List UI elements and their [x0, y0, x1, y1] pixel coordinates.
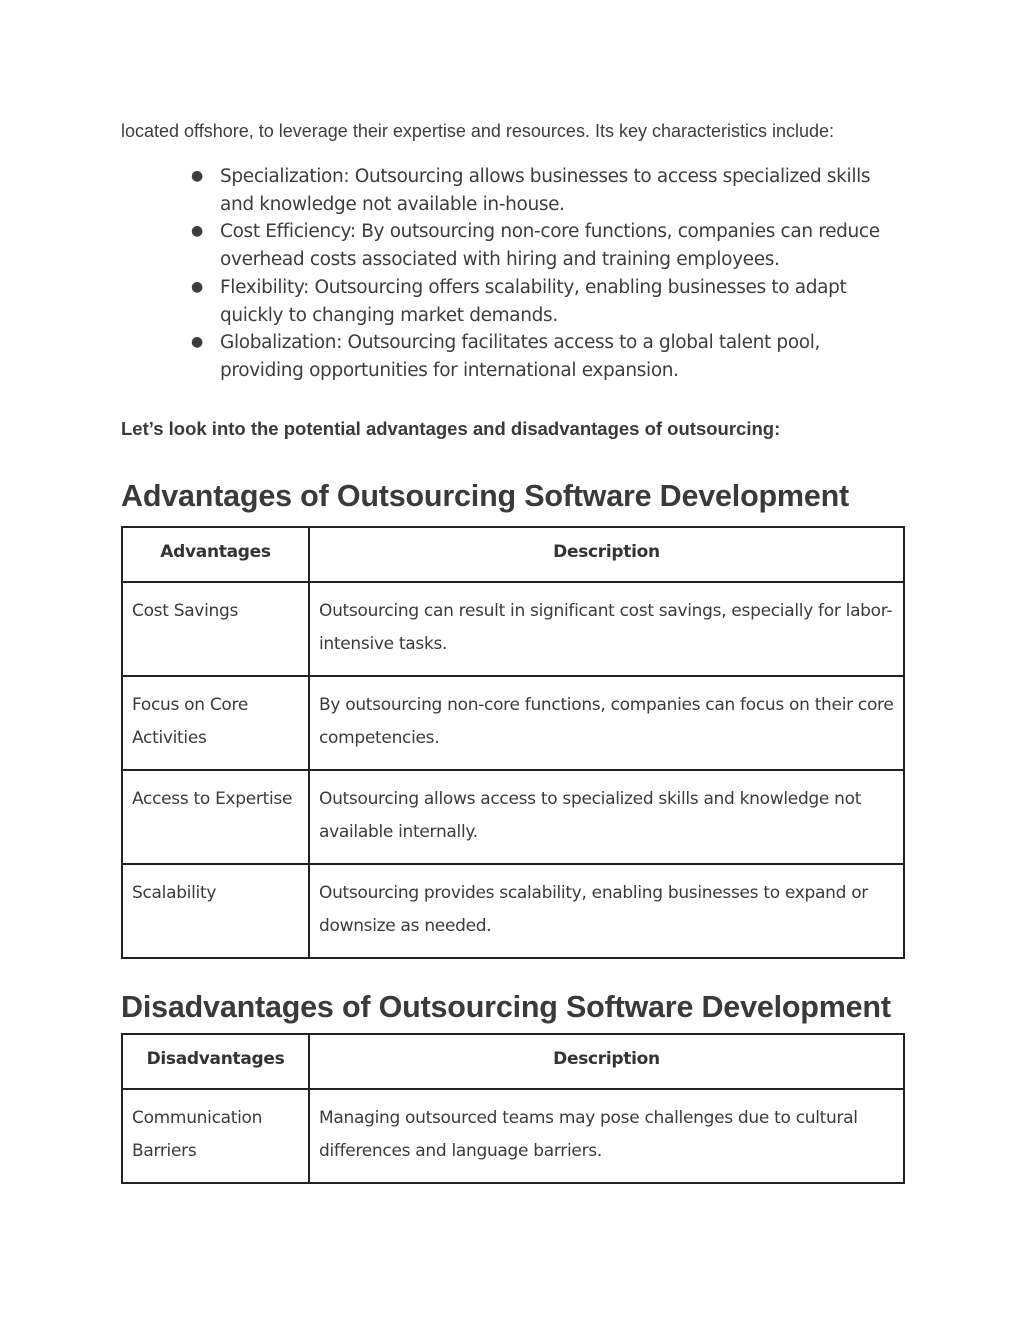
list-item — [191, 218, 905, 273]
table-cell: Communication Barriers — [122, 1089, 309, 1183]
bullet-icon: ● — [191, 168, 203, 184]
table-cell: Access to Expertise — [122, 770, 309, 864]
document-page — [121, 118, 905, 1184]
list-item-text: Cost Efficiency: By outsourcing non-core functions, companies can reduce overhead costs associated with hiring and training employees. — [220, 221, 880, 271]
list-item-text: Specialization: Outsourcing allows businesses to access specialized skills and knowledge not available in-house. — [220, 166, 871, 215]
column-header: Disadvantages — [122, 1034, 309, 1089]
characteristics-list — [121, 163, 905, 385]
bullet-icon: ● — [191, 334, 203, 351]
intro-paragraph: located offshore, to leverage their expertise and resources. Its key characteristics include: — [121, 121, 835, 141]
lead-paragraph: Let’s look into the potential advantages and disadvantages of outsourcing: — [121, 417, 781, 439]
table-row — [122, 770, 904, 864]
table-cell: Managing outsourced teams may pose challenges due to cultural differences and language barriers. — [309, 1089, 904, 1183]
list-item-text: Globalization: Outsourcing facilitates access to a global talent pool, providing opportunities for international expansion. — [220, 332, 821, 381]
list-item — [191, 163, 905, 218]
list-item-text: Flexibility: Outsourcing offers scalability, enabling businesses to adapt quickly to changing market demands. — [220, 276, 847, 326]
bullet-icon: ● — [191, 223, 203, 240]
column-header: Description — [309, 1034, 904, 1089]
table-cell: Outsourcing can result in significant cost savings, especially for labor-intensive tasks. — [309, 582, 904, 676]
table-row — [122, 864, 904, 958]
table-cell: Focus on Core Activities — [122, 676, 309, 770]
list-item — [191, 329, 905, 384]
table-header-row — [122, 527, 904, 582]
table-header-row — [122, 1034, 904, 1089]
table-row — [122, 582, 904, 676]
table-row — [122, 676, 904, 770]
table-cell: Cost Savings — [122, 582, 309, 676]
table-cell: By outsourcing non-core functions, companies can focus on their core competencies. — [309, 676, 904, 770]
advantages-table — [121, 526, 905, 959]
bullet-icon: ● — [191, 278, 203, 295]
advantages-heading: Advantages of Outsourcing Software Development — [121, 478, 849, 513]
column-header: Description — [309, 527, 904, 582]
disadvantages-heading: Disadvantages of Outsourcing Software Development — [121, 989, 891, 1024]
table-cell: Outsourcing allows access to specialized skills and knowledge not available internally. — [309, 770, 904, 864]
column-header: Advantages — [122, 527, 309, 582]
table-row — [122, 1089, 904, 1183]
table-cell: Scalability — [122, 864, 309, 958]
list-item — [191, 274, 905, 329]
table-cell: Outsourcing provides scalability, enabling businesses to expand or downsize as needed. — [309, 864, 904, 958]
disadvantages-table — [121, 1033, 905, 1184]
